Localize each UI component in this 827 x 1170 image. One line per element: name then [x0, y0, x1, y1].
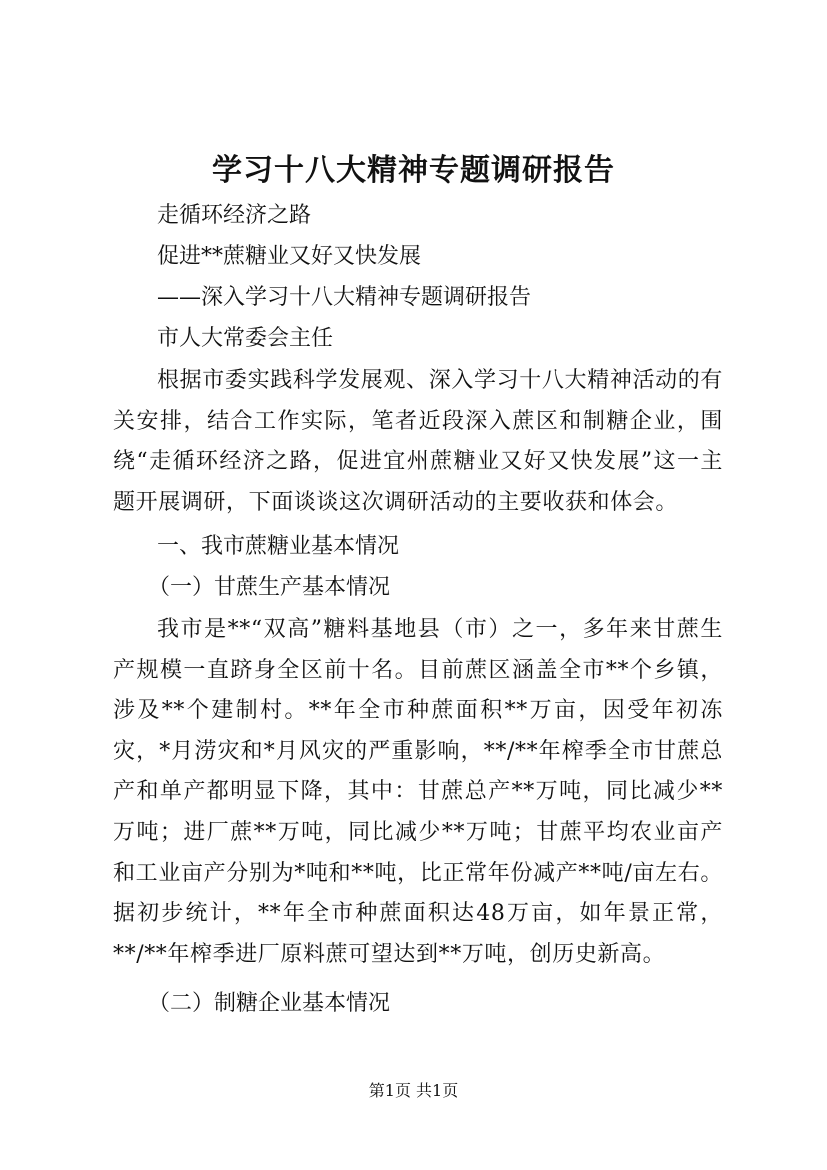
- paragraph-sugarcane: 我市是**“双高”糖料基地县（市）之一，多年来甘蔗生产规模一直跻身全区前十名。目前蔗区涵盖全市**个乡镇，涉及**个建制村。**年全市种蔗面积**万亩，因受年初冻灾，*月涝灾和*月风灾的严重影响，**/**年榨季全市甘蔗总产和单产都明显下降，其中：甘蔗总产**万吨，同比减少**万吨；进厂蔗**万吨，同比减少**万吨；甘蔗平均农业亩产和工业亩产分别为*吨和**吨，比正常年份减产**吨/亩左右。据初步统计，**年全市种蔗面积达48万亩，如年景正常，**/**年榨季进厂原料蔗可望达到**万吨，创历史新高。: [113, 617, 723, 967]
- subtitle-line-3: ——深入学习十八大精神专题调研报告: [157, 285, 532, 310]
- section-heading-1-2: （二）制糖企业基本情况: [148, 991, 391, 1016]
- section-heading-1: 一、我市蔗糖业基本情况: [157, 534, 400, 559]
- subtitle-line-2: 促进**蔗糖业又好又快发展: [157, 244, 422, 269]
- page-title: 学习十八大精神专题调研报告: [212, 153, 615, 188]
- section-heading-1-1: （一）甘蔗生产基本情况: [148, 575, 391, 600]
- subtitle-line-1: 走循环经济之路: [157, 203, 312, 228]
- page-footer: 第1页 共1页: [368, 1081, 459, 1100]
- author-line: 市人大常委会主任: [157, 326, 334, 351]
- paragraph-intro: 根据市委实践科学发展观、深入学习十八大精神活动的有关安排，结合工作实际，笔者近段深入蔗区和制糖企业，围绕“走循环经济之路，促进宜州蔗糖业又好又快发展”这一主题开展调研，下面谈谈这次调研活动的主要收获和体会。: [113, 368, 723, 515]
